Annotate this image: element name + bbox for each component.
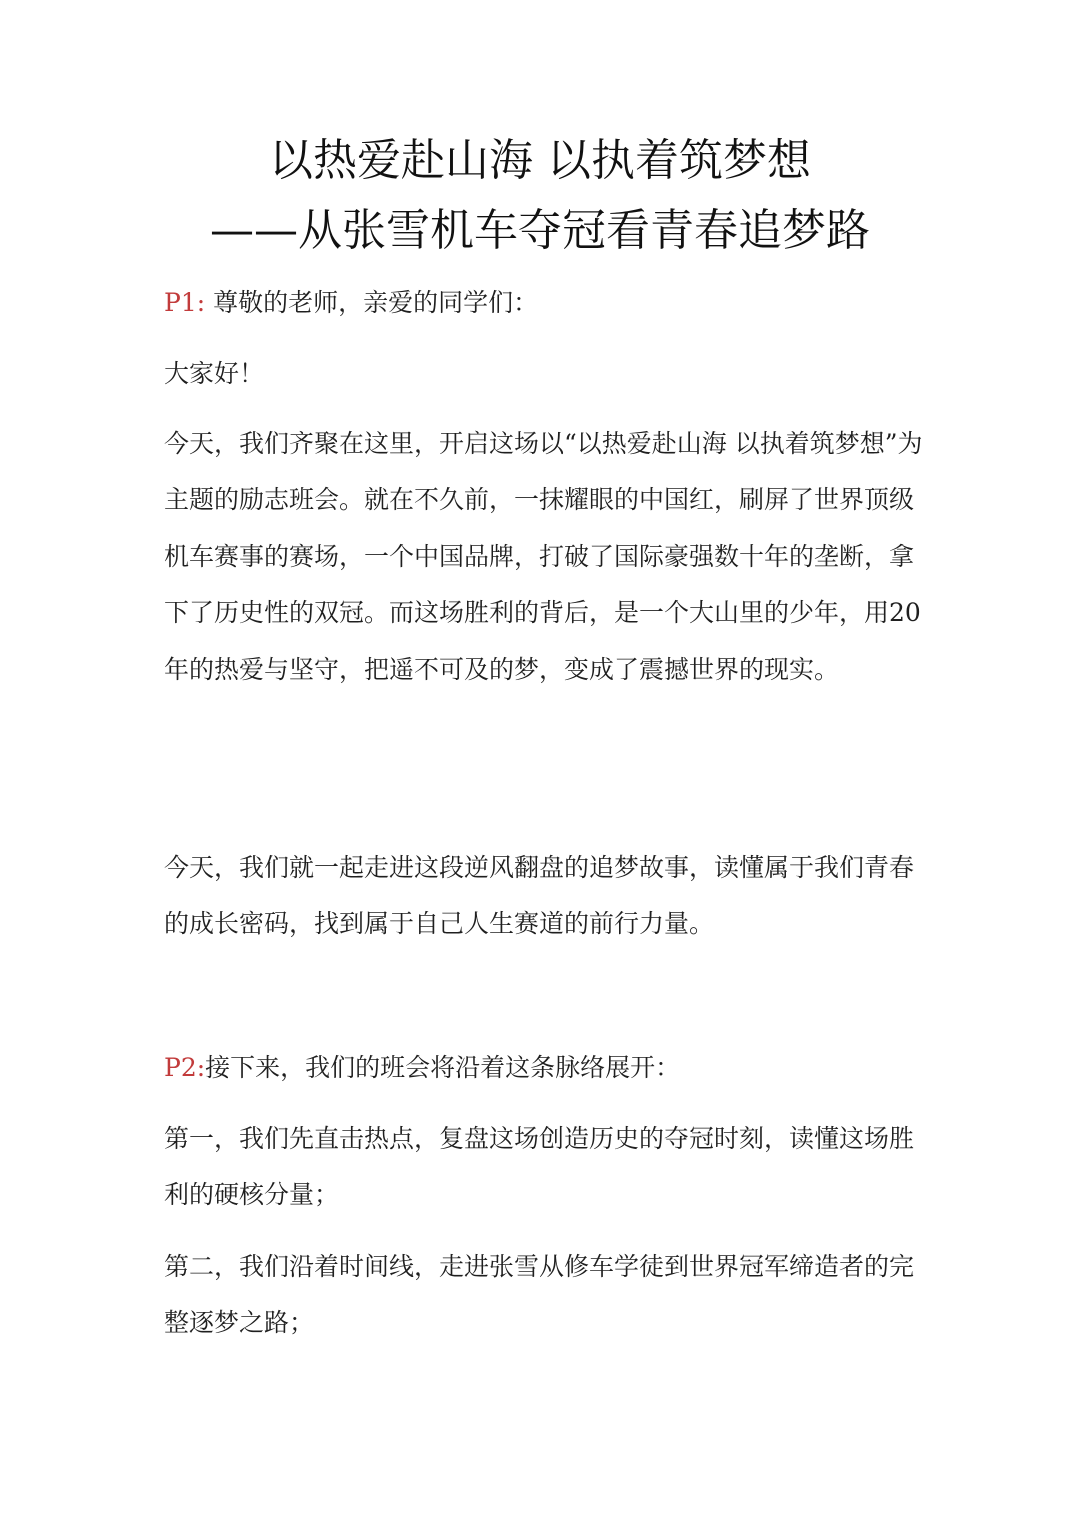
p2-marker: P2:: [164, 1053, 206, 1082]
document-title-line-1: 以热爱赴山海 以执着筑梦想: [269, 135, 811, 186]
p2-agenda-text: 接下来，我们的班会将沿着这条脉络展开：: [205, 1053, 681, 1082]
document-title-line-2: ——从张雪机车夺冠看青春追梦路: [210, 205, 870, 256]
intro-paragraph: 今天，我们齐聚在这里，开启这场以“以热爱赴山海 以执着筑梦想”为主题的励志班会。就在不久前，一抹耀眼的中国红，刷屏了世界顶级机车赛事的赛场，一个中国品牌，打破了国际豪强数十年的垄断，拿下了历史性的双冠。而这场胜利的背后，是一个大山里的少年，用20年的热爱与坚守，把遥不可及的梦，变成了震撼世界的现实。: [164, 429, 923, 684]
story-paragraph: 今天，我们就一起走进这段逆风翻盘的追梦故事，读懂属于我们青春的成长密码，找到属于自己人生赛道的前行力量。: [164, 853, 915, 939]
p1-salutation: [164, 283, 924, 323]
agenda-point-2: 第二，我们沿着时间线，走进张雪从修车学徒到世界冠军缔造者的完整逐梦之路；: [164, 1252, 915, 1338]
p1-marker: P1:: [164, 288, 206, 317]
p1-salutation-text: 尊敬的老师，亲爱的同学们：: [205, 288, 539, 317]
agenda-point-1: 第一，我们先直击热点，复盘这场创造历史的夺冠时刻，读懂这场胜利的硬核分量；: [164, 1124, 915, 1210]
p2-agenda-intro: [164, 1048, 924, 1088]
greeting: 大家好！: [164, 359, 265, 388]
